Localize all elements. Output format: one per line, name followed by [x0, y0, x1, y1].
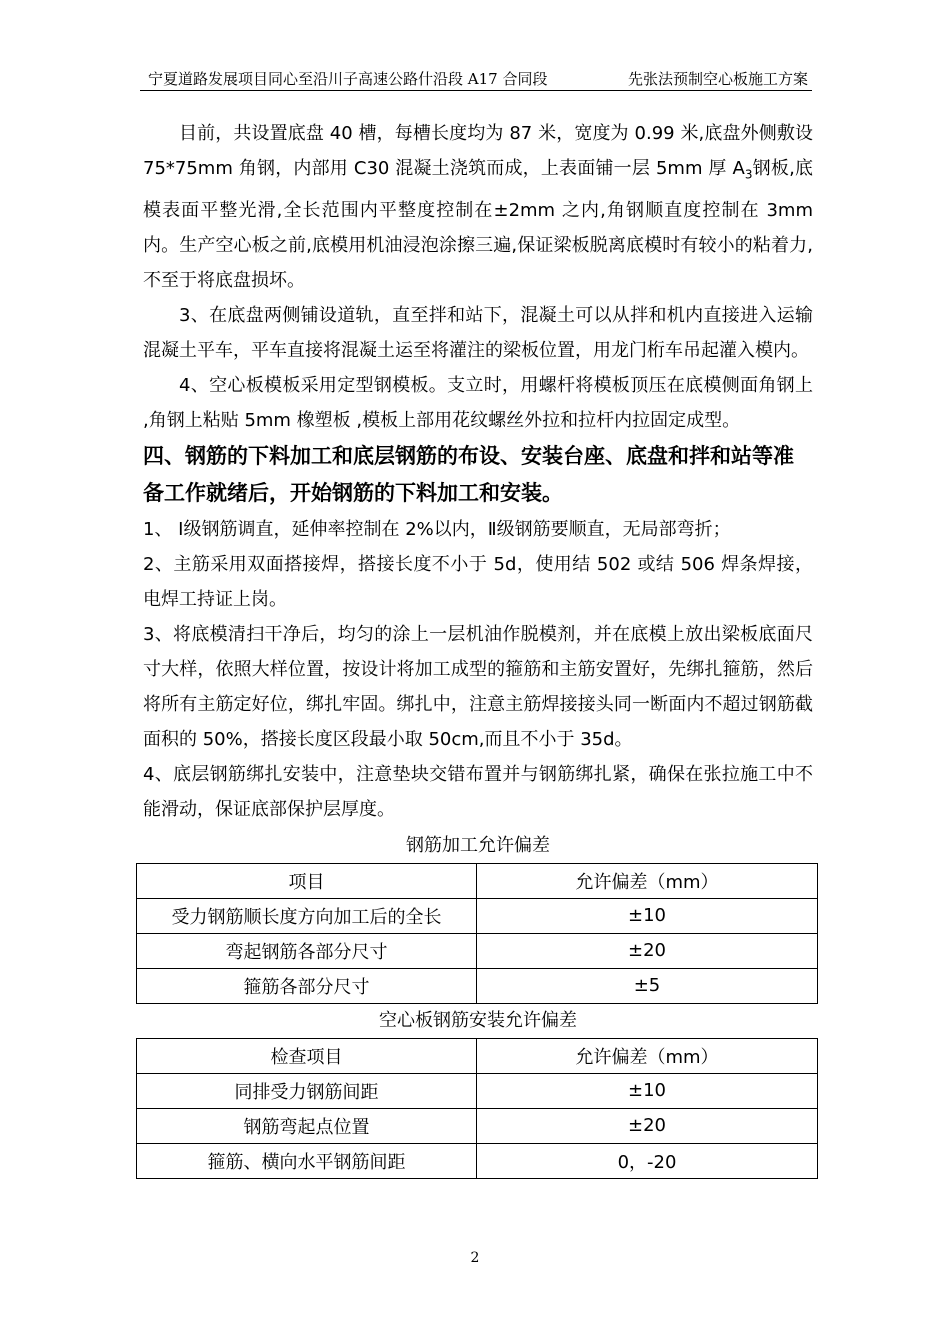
- table-cell: 0，-20: [477, 1143, 818, 1178]
- step-2: 2、主筋采用双面搭接焊，搭接长度不小于 5d，使用结 502 或结 506 焊条焊接，电焊工持证上岗。: [143, 553, 813, 610]
- table-row: [137, 1073, 818, 1108]
- paragraph-rails: 3、在底盘两侧铺设道轨，直至拌和站下，混凝土可以从拌和机内直接进入运输混凝土平车，平车直接将混凝土运至将灌注的梁板位置，用龙门桁车吊起灌入模内。: [143, 304, 813, 361]
- table1-caption: 钢筋加工允许偏差: [406, 834, 550, 856]
- step-3: 3、将底模清扫干净后，均匀的涂上一层机油作脱模剂，并在底模上放出梁板底面尺寸大样，依照大样位置，按设计将加工成型的箍筋和主筋安置好，先绑扎箍筋，然后将所有主筋定好位，绑扎牢固。绑扎中，注意主筋焊接接头同一断面内不超过钢筋截面积的 50%，搭接长度区段最小取 50cm,而且不小于 35d。: [143, 623, 813, 750]
- paragraph-base-plate: [143, 116, 813, 298]
- table-header-cell: 项目: [137, 863, 477, 898]
- table-header-cell: 检查项目: [137, 1038, 477, 1073]
- table-cell: 钢筋弯起点位置: [137, 1108, 477, 1143]
- paragraph-formwork: 4、空心板模板采用定型钢模板。支立时，用螺杆将模板顶压在底模侧面角钢上 ,角钢上粘贴 5mm 橡塑板 ,模板上部用花纹螺丝外拉和拉杆内拉固定成型。: [143, 374, 813, 431]
- table-cell: 箍筋各部分尺寸: [137, 968, 477, 1003]
- section-heading-rebar: 四、钢筋的下料加工和底层钢筋的布设、安装台座、底盘和拌和站等准备工作就绪后，开始钢筋的下料加工和安装。: [143, 443, 794, 505]
- table-row: [137, 1143, 818, 1178]
- table-header-row: [137, 1038, 818, 1073]
- table-row: [137, 898, 818, 933]
- table-row: [137, 968, 818, 1003]
- table-rebar-installation-tolerance: [136, 1038, 818, 1179]
- table-cell: ±5: [477, 968, 818, 1003]
- paragraph-base-plate-text-a: 目前，共设置底盘 40 槽，每槽长度均为 87 米，宽度为 0.99 米,底盘外侧敷设 75*75mm 角钢，内部用 C30 混凝土浇筑而成，上表面铺一层 5mm 厚 A: [143, 123, 813, 179]
- table-cell: ±20: [477, 933, 818, 968]
- step-1: 1、 Ⅰ级钢筋调直，延伸率控制在 2%以内，Ⅱ级钢筋要顺直，无局部弯折；: [143, 518, 731, 540]
- table-cell: 弯起钢筋各部分尺寸: [137, 933, 477, 968]
- table-rebar-processing-tolerance: [136, 863, 818, 1004]
- table2-caption: 空心板钢筋安装允许偏差: [379, 1009, 577, 1031]
- paragraph-base-plate-text-b: 钢板,底模表面平整光滑,全长范围内平整度控制在±2mm 之内,角钢顺直度控制在 3mm 内。生产空心板之前,底模用机油浸泡涂擦三遍,保证梁板脱离底模时有较小的粘着力,不至于将底盘损坏。: [143, 158, 813, 291]
- table-row: [137, 933, 818, 968]
- table-cell: 同排受力钢筋间距: [137, 1073, 477, 1108]
- table-header-row: [137, 863, 818, 898]
- table-cell: 箍筋、横向水平钢筋间距: [137, 1143, 477, 1178]
- table-row: [137, 1108, 818, 1143]
- subscript-3: 3: [744, 167, 753, 182]
- header-project-title: 宁夏道路发展项目同心至沿川子高速公路什沿段 A17 合同段: [148, 70, 548, 88]
- page-header: [140, 64, 812, 91]
- table-header-cell: 允许偏差（mm）: [477, 863, 818, 898]
- header-document-title: 先张法预制空心板施工方案: [627, 70, 808, 88]
- document-body: [143, 116, 813, 1179]
- table-cell: ±20: [477, 1108, 818, 1143]
- step-4: 4、底层钢筋绑扎安装中，注意垫块交错布置并与钢筋绑扎紧，确保在张拉施工中不能滑动，保证底部保护层厚度。: [143, 763, 813, 820]
- table-cell: ±10: [477, 898, 818, 933]
- table-header-cell: 允许偏差（mm）: [477, 1038, 818, 1073]
- table-cell: 受力钢筋顺长度方向加工后的全长: [137, 898, 477, 933]
- page-number: 2: [470, 1250, 480, 1266]
- table-cell: ±10: [477, 1073, 818, 1108]
